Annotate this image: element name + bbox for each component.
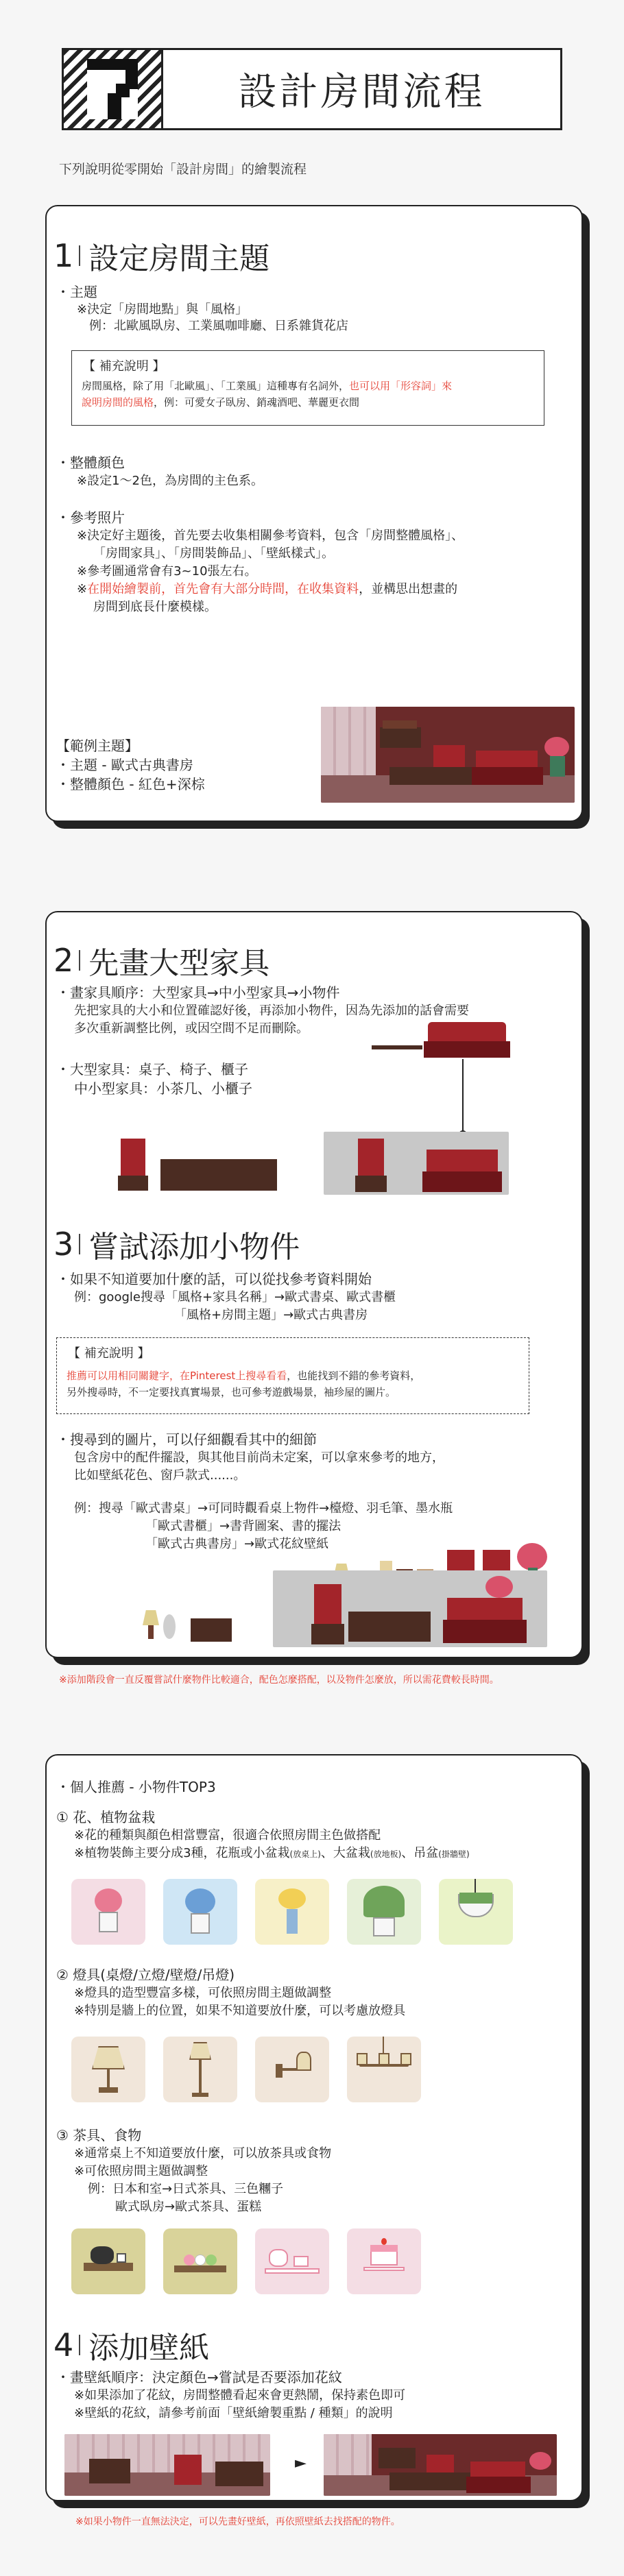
reference-line: ※決定好主題後，首先要去收集相關參考資料，包含「房間整體風格」、: [77, 528, 464, 543]
wallpaper-line: ※如果添加了花紋，房間整體看起來會更熱鬧，保持素色即可: [74, 2388, 406, 2403]
detail-line: ・搜尋到的圖片，可以仔細觀看其中的細節: [56, 1431, 317, 1448]
color-label: ・整體顏色: [56, 454, 125, 471]
section-heading: [53, 2323, 209, 2367]
note-line: 推薦可以用相同關鍵字，在Pinterest上搜尋看看，也能找到不錯的參考資料，: [67, 1370, 421, 1382]
lamps-line: ※燈具的造型豐富多樣，可依照房間主題做調整: [74, 1986, 332, 2000]
reference-line: 「房間家具」、「房間裝飾品」、「壁紙樣式」。: [93, 546, 334, 561]
lamps-label: ② 燈具(桌燈/立燈/壁燈/吊燈): [56, 1967, 235, 1983]
section-title: 添加壁紙: [88, 2331, 210, 2366]
tea-line: ※通常桌上不知道要放什麼，可以放茶具或食物: [74, 2146, 332, 2161]
section-card-2: [45, 911, 583, 1658]
section-heading: [53, 1222, 300, 1266]
supplement-note: [56, 1337, 529, 1414]
top3-label: ・個人推薦 - 小物件TOP3: [56, 1779, 216, 1795]
flower-vase-pink-icon: [71, 1879, 145, 1945]
plants-line: ※植物裝飾主要分成3種，花瓶或小盆栽(放桌上)、大盆栽(放地板)、吊盆(掛牆壁): [74, 1846, 470, 1860]
section-card-3: [45, 1754, 583, 2501]
section-number: 2: [53, 942, 74, 979]
furniture-scene-right: [324, 1132, 509, 1195]
note-line: 說明房間的風格，例：可愛女子臥房、銷魂酒吧、華麗更衣間: [82, 396, 360, 409]
arrow-right-icon: ►: [295, 2455, 307, 2472]
european-tea-set-icon: [255, 2228, 329, 2294]
section-heading: [53, 938, 269, 982]
tea-line: 例：日本和室→日式茶具、三色糰子: [88, 2182, 284, 2196]
lamp-icon: [143, 1610, 159, 1625]
tea-label: ③ 茶具、食物: [56, 2127, 142, 2143]
section-heading: [53, 234, 269, 278]
dango-icon: [163, 2228, 237, 2294]
note-line: 另外搜尋時，不一定要找真實場景，也可參考遊戲場景，袖珍屋的圖片。: [67, 1386, 396, 1398]
search-example-line: 例：搜尋「歐式書桌」→可同時觀看桌上物件→檯燈、羽毛筆、墨水瓶: [74, 1501, 453, 1516]
wallpaper-line: ・畫壁紙順序：決定顏色→嘗試是否要添加花紋: [56, 2369, 342, 2385]
footnote: ※如果小物件一直無法決定，可以先畫好壁紙，再依照壁紙去找搭配的物件。: [75, 2516, 400, 2527]
chair-icon: [121, 1139, 145, 1177]
plants-line: ※花的種類與顏色相當豐富，很適合依照房間主色做搭配: [74, 1828, 381, 1843]
flower-vase-yellow-icon: [255, 1879, 329, 1945]
potted-plant-icon: [347, 1879, 421, 1945]
page-header: [62, 48, 562, 130]
supplement-note: [71, 350, 544, 426]
cake-icon: [347, 2228, 421, 2294]
detail-line: 比如壁紙花色、窗戶款式......。: [74, 1468, 246, 1483]
order-line: 多次重新調整比例，或因空間不足而刪除。: [74, 1021, 309, 1036]
flower-vase-blue-icon: [163, 1879, 237, 1945]
note-title: 【 補充說明 】: [68, 1346, 150, 1361]
example-room-illustration: [321, 707, 575, 803]
order-line: ・畫家具順序：大型家具→中小型家具→小物件: [56, 984, 340, 1001]
section-number: 1: [53, 237, 74, 274]
page-title: 設計房間流程: [238, 70, 485, 114]
hanging-plant-icon: [439, 1879, 513, 1945]
detail-line: 包含房中的配件擺設，與其他目前尚未定案，可以拿來參考的地方，: [74, 1450, 444, 1465]
floor-lamp-icon: [163, 2037, 237, 2102]
reference-label: ・參考照片: [56, 509, 125, 526]
section-title: 嘗試添加小物件: [88, 1230, 300, 1265]
theme-line: 例：北歐風臥房、工業風咖啡廳、日系雜貨花店: [89, 319, 348, 333]
search-example-line: 「歐式古典書房」→歐式花紋壁紙: [145, 1537, 329, 1551]
section-title: 先畫大型家具: [88, 946, 270, 981]
chandelier-icon: [347, 2037, 421, 2102]
reference-line: 房間到底長什麼模樣。: [93, 600, 217, 614]
furniture-line: 中小型家具：小茶几、小櫃子: [74, 1080, 252, 1097]
reference-line: ※在開始繪製前，首先會有大部分時間，在收集資料，並構思出想畫的: [77, 582, 458, 596]
header-stripes: [64, 50, 163, 128]
wallpaper-after-scene: [324, 2434, 557, 2496]
example-color: ・整體顏色 - 紅色+深棕: [56, 776, 205, 792]
theme-line: ※決定「房間地點」與「風格」: [77, 302, 248, 317]
desk-icon: [160, 1159, 277, 1191]
section-number: 4: [53, 2326, 74, 2364]
section-title: 設定房間主題: [88, 241, 270, 276]
table-lamp-icon: [71, 2037, 145, 2102]
search-example-line: 「歐式書櫃」→書背圖案、書的擺法: [145, 1519, 341, 1533]
step-number-seven-icon: [87, 59, 138, 119]
theme-label: ・主題: [56, 284, 97, 300]
book-stack-icon: [191, 1618, 232, 1642]
flower-pot-icon: [517, 1543, 547, 1570]
note-title: 【 補充說明 】: [83, 359, 165, 374]
idea-line: 例：google搜尋「風格+家具名稱」→歐式書桌、歐式書櫃: [74, 1290, 396, 1304]
tea-line: 歐式臥房→歐式茶具、蛋糕: [115, 2200, 262, 2214]
wall-lamp-icon: [255, 2037, 329, 2102]
example-theme: ・主題 - 歐式古典書房: [56, 757, 193, 773]
section-card-1: [45, 205, 583, 822]
small-objects-scene: [273, 1570, 547, 1647]
section-number: 3: [53, 1226, 74, 1263]
tea-line: ※可依照房間主題做調整: [74, 2164, 208, 2178]
idea-line: ・如果不知道要加什麼的話，可以從找參考資料開始: [56, 1271, 372, 1287]
idea-line: 「風格+房間主題」→歐式古典書房: [174, 1308, 368, 1322]
footnote: ※添加階段會一直反覆嘗試什麼物件比較適合，配色怎麼搭配，以及物件怎麼放，所以需花費較長時間。: [59, 1675, 499, 1686]
wallpaper-line: ※壁紙的花紋，請參考前面「壁紙繪製重點 / 種類」的說明: [74, 2406, 393, 2420]
intro-text: 下列說明從零開始「設計房間」的繪製流程: [59, 162, 307, 177]
feather-icon: [163, 1614, 176, 1639]
color-line: ※設定1～2色，為房間的主色系。: [77, 474, 263, 488]
small-table-icon: [372, 1045, 422, 1049]
lamps-line: ※特別是牆上的位置，如果不知道要放什麼，可以考慮放燈具: [74, 2004, 406, 2018]
japanese-tea-set-icon: [71, 2228, 145, 2294]
order-line: 先把家具的大小和位置確認好後，再添加小物件，因為先添加的話會需要: [74, 1004, 469, 1018]
note-line: 房間風格，除了用「北歐風」、「工業風」這種專有名詞外，也可以用「形容詞」來: [82, 380, 453, 392]
furniture-scene-left: [106, 1132, 298, 1193]
example-title: 【範例主題】: [56, 738, 139, 754]
reference-line: ※參考圖通常會有3~10張左右。: [77, 564, 257, 579]
furniture-line: ・大型家具：桌子、椅子、櫃子: [56, 1061, 248, 1078]
wallpaper-before-scene: [64, 2434, 270, 2496]
plants-label: ① 花、植物盆栽: [56, 1809, 156, 1825]
